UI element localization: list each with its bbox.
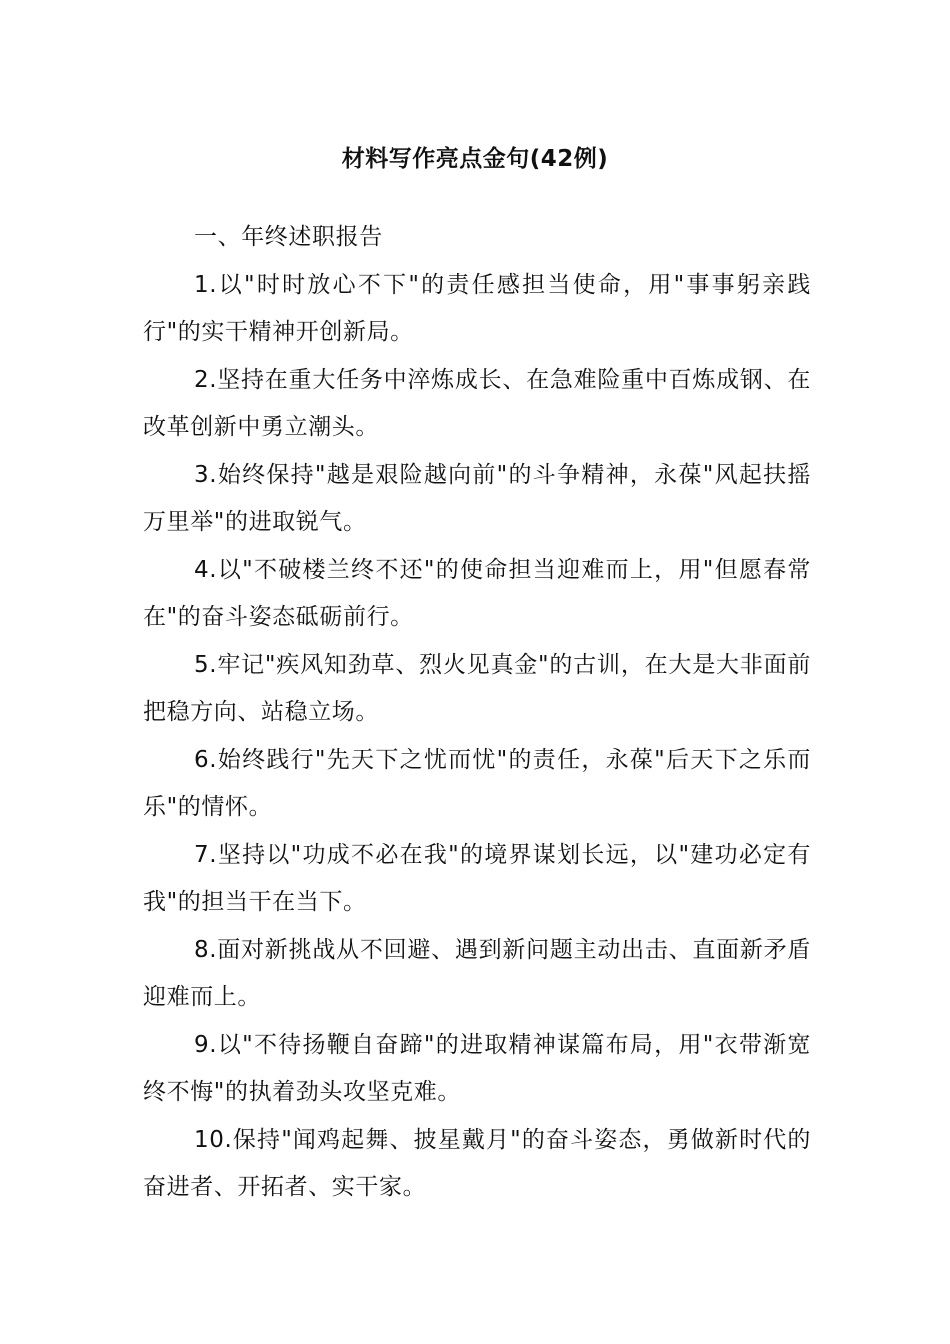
list-item: 3.始终保持"越是艰险越向前"的斗争精神，永葆"风起扶摇万里举"的进取锐气。 [143, 461, 811, 535]
document-body [143, 214, 811, 1212]
list-item: 8.面对新挑战从不回避、遇到新问题主动出击、直面新矛盾迎难而上。 [143, 936, 811, 1010]
list-item: 6.始终践行"先天下之忧而忧"的责任，永葆"后天下之乐而乐"的情怀。 [143, 746, 811, 820]
list-item: 2.坚持在重大任务中淬炼成长、在急难险重中百炼成钢、在改革创新中勇立潮头。 [143, 366, 811, 440]
list-item: 7.坚持以"功成不必在我"的境界谋划长远，以"建功必定有我"的担当干在当下。 [143, 841, 811, 915]
list-item: 4.以"不破楼兰终不还"的使命担当迎难而上，用"但愿春常在"的奋斗姿态砥砺前行。 [143, 556, 811, 630]
document-title: 材料写作亮点金句(42例) [341, 146, 609, 172]
list-item: 10.保持"闻鸡起舞、披星戴月"的奋斗姿态，勇做新时代的奋进者、开拓者、实干家。 [143, 1126, 811, 1200]
list-item: 1.以"时时放心不下"的责任感担当使命，用"事事躬亲践行"的实干精神开创新局。 [143, 271, 811, 345]
section-heading: 一、年终述职报告 [194, 224, 383, 250]
list-item: 5.牢记"疾风知劲草、烈火见真金"的古训，在大是大非面前把稳方向、站稳立场。 [143, 651, 811, 725]
list-item: 9.以"不待扬鞭自奋蹄"的进取精神谋篇布局，用"衣带渐宽终不悔"的执着劲头攻坚克难。 [143, 1031, 811, 1105]
